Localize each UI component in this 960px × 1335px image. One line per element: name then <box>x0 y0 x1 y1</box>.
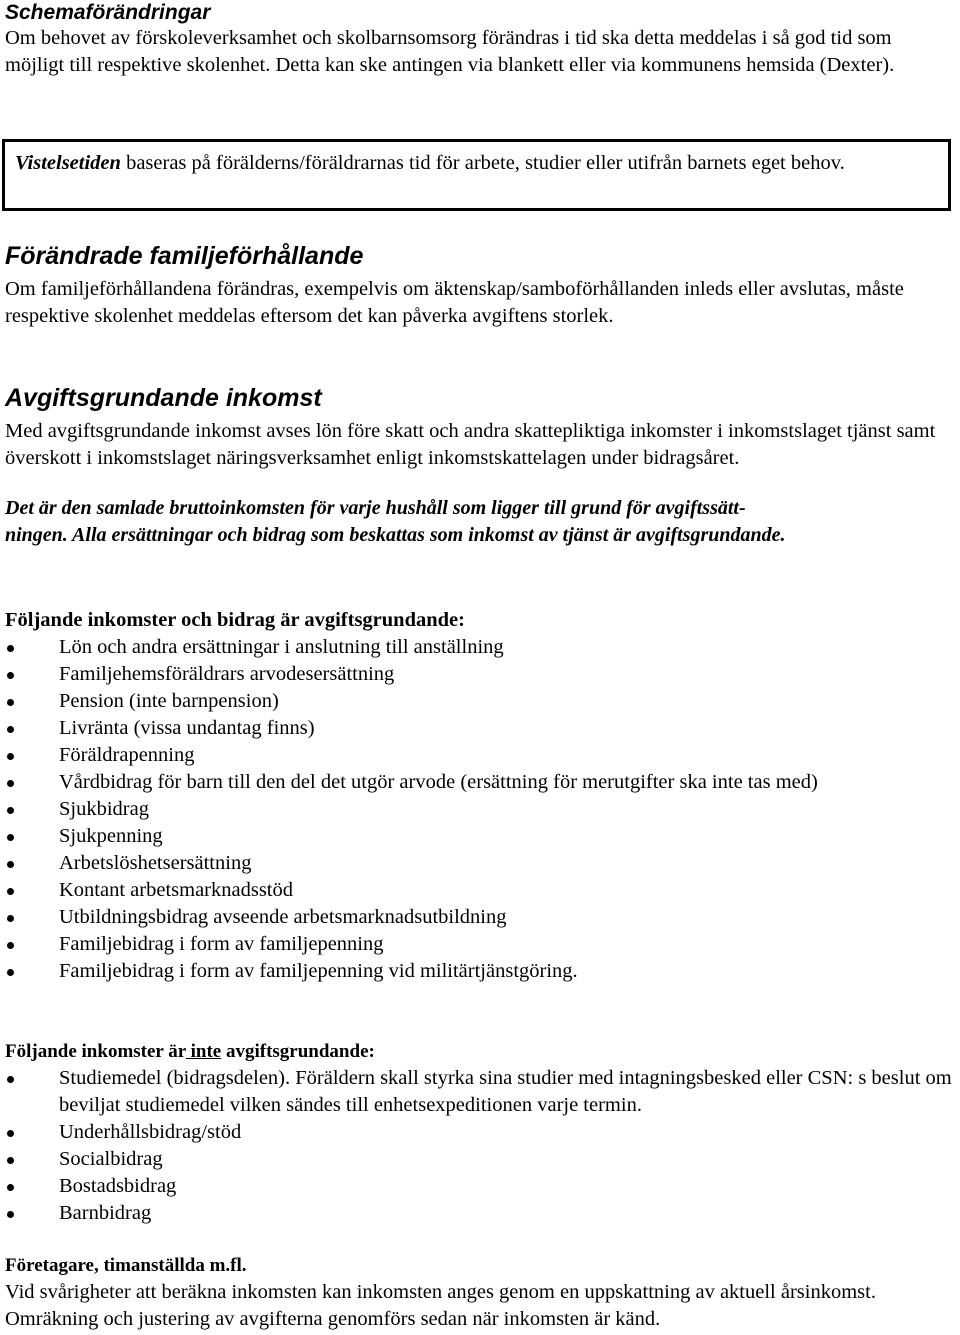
excluded-list-item <box>5 1065 955 1119</box>
bullet-icon <box>7 915 14 922</box>
family-change-heading: Förändrade familjeförhållande <box>5 242 364 270</box>
excluded-list <box>5 1065 955 1227</box>
included-list-item <box>5 715 955 742</box>
included-heading: Följande inkomster och bidrag är avgiftsgrundande: <box>5 609 465 631</box>
included-list-item <box>5 661 955 688</box>
bullet-icon <box>7 1184 14 1191</box>
schedule-change-text: Om behovet av förskoleverksamhet och skolbarnsomsorg förändras i tid ska detta meddelas i så god tid som möjligt till respektive skolenhet. Detta kan ske antingen via blankett eller via kommunens hemsida (Dexter). <box>5 27 895 76</box>
income-basis-text: Med avgiftsgrundande inkomst avses lön före skatt och andra skattepliktiga inkomster i inkomstslaget tjänst samt överskott i inkomstslaget näringsverksamhet enligt inkomstskattelagen under bidragsåret. <box>5 420 936 469</box>
included-list-item <box>5 688 955 715</box>
schedule-change-heading: Schemaförändringar <box>5 1 211 24</box>
income-basis-emphasis-line1: Det är den samlade bruttoinkomsten för varje hushåll som ligger till grund för avgiftssätt- <box>5 497 746 519</box>
included-list-item-text: Familjebidrag i form av familjepenning <box>59 933 384 955</box>
included-list-item-text: Arbetslöshetsersättning <box>59 852 252 874</box>
included-list-item-text: Sjukpenning <box>59 825 163 847</box>
info-box <box>2 139 951 211</box>
included-list-item-text: Kontant arbetsmarknadsstöd <box>59 879 293 901</box>
included-list-item <box>5 634 955 661</box>
bullet-icon <box>7 672 14 679</box>
included-list-item-text: Sjukbidrag <box>59 798 149 820</box>
entrepreneurs-text: Vid svårigheter att beräkna inkomsten kan inkomsten anges genom en uppskattning av aktuell årsinkomst. Omräkning och justering av avgifterna genomförs sedan när inkomsten är känd. <box>5 1281 876 1330</box>
included-list-item <box>5 742 955 769</box>
bullet-icon <box>7 645 14 652</box>
excluded-heading-pre: Följande inkomster är <box>5 1041 186 1062</box>
entrepreneurs-heading: Företagare, timanställda m.fl. <box>5 1255 247 1276</box>
bullet-icon <box>7 1211 14 1218</box>
included-list-item-text: Familjebidrag i form av familjepenning vid militärtjänstgöring. <box>59 960 578 982</box>
info-box-rest: baseras på förälderns/föräldrarnas tid för arbete, studier eller utifrån barnets eget behov. <box>120 152 845 174</box>
bullet-icon <box>7 942 14 949</box>
bullet-icon <box>7 780 14 787</box>
included-list <box>5 634 955 985</box>
excluded-heading-post: avgiftsgrundande: <box>221 1041 375 1062</box>
income-basis-emphasis <box>5 495 955 549</box>
income-basis-heading: Avgiftsgrundande inkomst <box>5 384 322 412</box>
included-list-item-text: Livränta (vissa undantag finns) <box>59 717 315 739</box>
included-list-item <box>5 931 955 958</box>
included-list-item <box>5 850 955 877</box>
excluded-list-item <box>5 1146 955 1173</box>
excluded-list-item-text: Socialbidrag <box>59 1148 163 1170</box>
included-list-item-text: Utbildningsbidrag avseende arbetsmarknadsutbildning <box>59 906 507 928</box>
excluded-list-item <box>5 1119 955 1146</box>
included-list-item-text: Pension (inte barnpension) <box>59 690 279 712</box>
included-list-item <box>5 823 955 850</box>
bullet-icon <box>7 1157 14 1164</box>
income-basis-emphasis-line2: ningen. Alla ersättningar och bidrag som beskattas som inkomst av tjänst är avgiftsgrundande. <box>5 524 786 546</box>
family-change-text: Om familjeförhållandena förändras, exempelvis om äktenskap/samboförhållanden inleds eller avslutas, måste respektive skolenhet meddelas eftersom det kan påverka avgiftens storlek. <box>5 278 904 327</box>
excluded-list-item-text: Bostadsbidrag <box>59 1175 177 1197</box>
included-list-item <box>5 904 955 931</box>
bullet-icon <box>7 969 14 976</box>
bullet-icon <box>7 861 14 868</box>
bullet-icon <box>7 807 14 814</box>
excluded-list-item <box>5 1200 955 1227</box>
bullet-icon <box>7 834 14 841</box>
included-list-item <box>5 769 955 796</box>
included-list-item-text: Familjehemsföräldrars arvodesersättning <box>59 663 395 685</box>
included-list-item-text: Lön och andra ersättningar i anslutning till anställning <box>59 636 504 658</box>
included-list-item <box>5 796 955 823</box>
excluded-heading <box>5 1038 955 1065</box>
info-box-emphasis: Vistelsetiden <box>15 152 121 174</box>
excluded-list-item <box>5 1173 955 1200</box>
bullet-icon <box>7 699 14 706</box>
bullet-icon <box>7 726 14 733</box>
included-list-item <box>5 877 955 904</box>
bullet-icon <box>7 888 14 895</box>
excluded-heading-underlined: inte <box>185 1041 222 1062</box>
bullet-icon <box>7 1076 14 1083</box>
info-box-text <box>15 150 938 177</box>
included-list-item-text: Vårdbidrag för barn till den del det utgör arvode (ersättning för merutgifter ska inte tas med) <box>59 771 818 793</box>
excluded-list-item-text: Barnbidrag <box>59 1202 152 1224</box>
included-list-item-text: Föräldrapenning <box>59 744 195 766</box>
excluded-list-item-text: Underhållsbidrag/stöd <box>59 1121 242 1143</box>
excluded-list-item-text: Studiemedel (bidragsdelen). Föräldern skall styrka sina studier med intagningsbesked eller CSN: s beslut om beviljat studiemedel vilken sändes till enhetsexpeditionen varje termin. <box>59 1067 952 1116</box>
bullet-icon <box>7 753 14 760</box>
bullet-icon <box>7 1130 14 1137</box>
included-list-item <box>5 958 955 985</box>
